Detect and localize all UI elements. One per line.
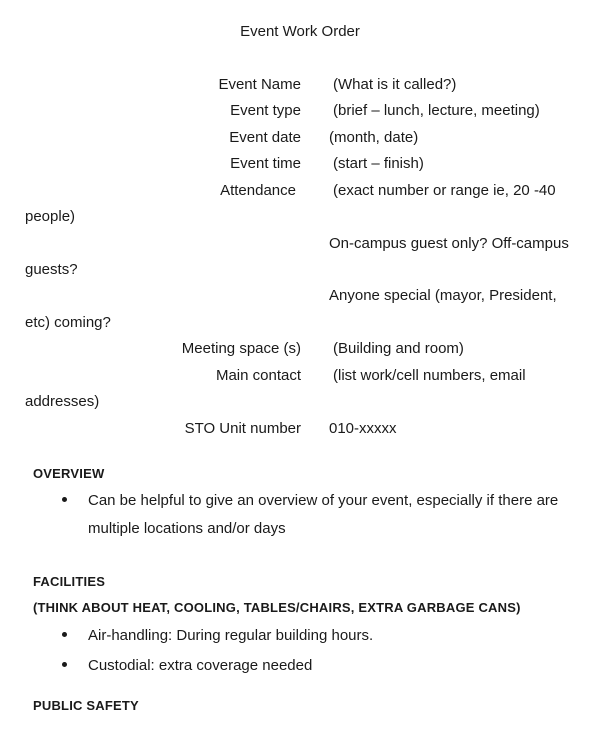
bullet-icon	[62, 632, 67, 637]
field-value-sto-unit: 010-xxxxx	[329, 420, 397, 437]
bullet-icon	[62, 662, 67, 667]
field-value-event-date: (month, date)	[329, 129, 419, 146]
field-label-sto-unit: STO Unit number	[184, 420, 301, 437]
field-value-special-guests: Anyone special (mayor, President,	[329, 287, 557, 304]
field-value-guests-wrap: guests?	[25, 261, 78, 278]
field-value-event-type: (brief – lunch, lecture, meeting)	[333, 102, 540, 119]
facilities-bullet-custodial: Custodial: extra coverage needed	[88, 657, 313, 674]
facilities-bullet-air-handling: Air-handling: During regular building hours.	[88, 627, 374, 644]
field-value-event-name: (What is it called?)	[333, 76, 457, 93]
section-subheading-facilities: (THINK ABOUT HEAT, COOLING, TABLES/CHAIRS, EXTRA GARBAGE CANS)	[33, 600, 521, 615]
overview-bullet-line2: multiple locations and/or days	[88, 520, 286, 537]
field-value-main-contact: (list work/cell numbers, email	[333, 367, 526, 384]
field-label-event-name: Event Name	[218, 76, 301, 93]
section-heading-facilities: FACILITIES	[33, 574, 106, 589]
section-heading-public-safety: PUBLIC SAFETY	[33, 698, 139, 713]
field-value-event-time: (start – finish)	[333, 155, 424, 172]
section-heading-overview: OVERVIEW	[33, 466, 105, 481]
field-label-meeting-space: Meeting space (s)	[181, 340, 301, 357]
field-label-main-contact: Main contact	[215, 367, 301, 384]
document-title: Event Work Order	[240, 23, 360, 40]
field-value-attendance-wrap: people)	[25, 208, 76, 225]
field-label-event-date: Event date	[229, 129, 301, 146]
field-label-attendance: Attendance	[220, 182, 296, 199]
field-label-event-time: Event time	[230, 155, 301, 172]
field-value-guests: On-campus guest only? Off-campus	[329, 235, 569, 252]
field-value-attendance: (exact number or range ie, 20 -40	[333, 182, 556, 199]
bullet-icon	[62, 497, 67, 502]
field-label-event-type: Event type	[230, 102, 301, 119]
field-value-special-guests-wrap: etc) coming?	[25, 314, 111, 331]
field-value-meeting-space: (Building and room)	[333, 340, 464, 357]
field-value-main-contact-wrap: addresses)	[25, 393, 100, 410]
overview-bullet-line1: Can be helpful to give an overview of your event, especially if there are	[88, 492, 559, 509]
